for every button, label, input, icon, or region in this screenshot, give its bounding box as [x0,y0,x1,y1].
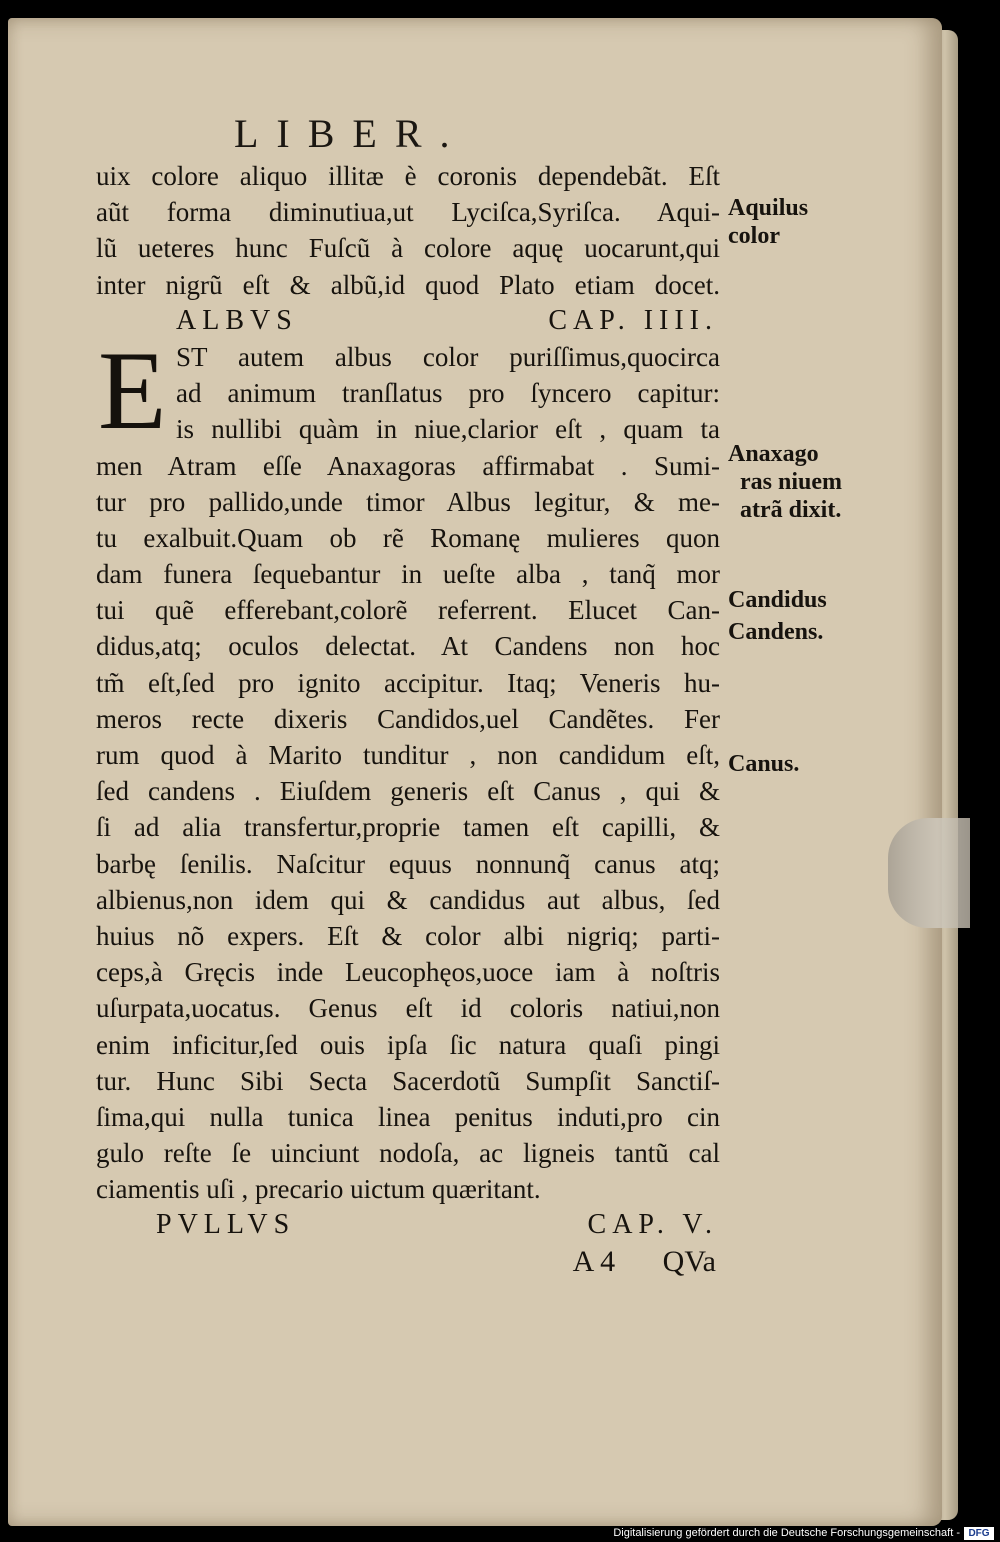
running-head: LIBER. [234,111,468,156]
chapter-heading-pullus [96,1207,720,1243]
margin-note-canus [728,750,799,778]
footer-bar [0,1526,1000,1542]
body-line: enim inficitur,ſed ouis ipſa ſic natura quaſi pingi [96,1029,720,1060]
margin-note-line: ras niuem [740,469,842,495]
drop-cap: E [98,328,167,453]
body-line: ST autem albus color puriſſimus,quocirca [176,341,720,372]
body-line: lũ ueteres hunc Fuſcũ à colore aquę uocarunt,qui [96,233,720,264]
body-line: ſed candens . Eiuſdem generis eſt Canus , qui & [96,776,720,807]
margin-note-line: Aquilus [728,195,809,221]
body-line: ſima,qui nulla tunica linea penitus induti,pro cin [96,1101,720,1132]
margin-note-anaxagoras [728,440,842,524]
chapter-body [96,328,720,1208]
margin-note-line: Candens. [728,619,824,645]
body-line: didus,atq; oculos delectat. At Candens non hoc [96,631,720,662]
body-line: inter nigrũ eſt & albũ,id quod Plato etiam docet. [96,269,720,300]
footer-credit: Digitalisierung gefördert durch die Deutsche Forschungsgemeinschaft - [613,1527,960,1539]
body-line: ciamentis uſi , precario uictum quæritant. [96,1174,541,1205]
body-line: tm̃ eſt,ſed pro ignito accipitur. Itaq; Veneris hu- [96,667,720,698]
body-line: huius nõ expers. Eſt & color albi nigriq; parti- [96,920,720,951]
chapter-label: CAP. IIII. [548,304,718,336]
body-line: tur pro pallido,unde timor Albus legitur, & me- [96,486,720,517]
signature-line [96,1244,720,1280]
body-line: ceps,à Gręcis inde Leucophęos,uoce iam à noſtris [96,957,720,988]
chapter-title: ALBVS [176,304,298,336]
margin-note-aquilus [728,194,808,250]
margin-note-line: color [728,223,780,249]
body-line: rum quod à Marito tunditur , non candidum eſt, [96,740,720,770]
body-line: albienus,non idem qui & candidus aut albus, ſed [96,884,720,915]
chapter-heading-albus [96,303,720,339]
signature-mark: A 4 [572,1244,616,1278]
body-line: is nullibi quàm in niue,clarior eſt , quam ta [176,414,720,445]
body-line: uſurpata,uocatus. Genus eſt id coloris natiui,non [96,993,720,1024]
body-line: men Atram eſſe Anaxagoras affirmabat . Sumi- [96,450,720,481]
margin-note-line: Canus. [728,751,800,777]
body-line: meros recte dixeris Candidos,uel Candẽtes. Fer [96,703,720,734]
margin-note-line: atrã dixit. [740,497,842,523]
body-line: gulo reſte ſe uinciunt nodoſa, ac ligneis tantũ cal [96,1138,720,1169]
chapter-label: CAP. V. [587,1209,718,1241]
body-line: barbę ſenilis. Naſcitur equus nonnunq̃ canus atq; [96,848,720,879]
body-line: tur. Hunc Sibi Secta Sacerdotũ Sumpſit Sanctiſ- [96,1065,720,1096]
body-line: ad animum tranſlatus pro ſyncero capitur: [176,378,720,409]
body-line: tu exalbuit.Quam ob rẽ Romanę mulieres quon [96,522,720,553]
body-line: dam funera ſequebantur in ueſte alba , tanq̃ mor [96,559,720,590]
clip-tab [888,818,970,928]
body-line: uix colore aliquo illitæ è coronis dependebãt. Eſt [96,161,720,191]
body-line: ſi ad alia transfertur,proprie tamen eſt capilli, & [96,812,720,843]
catchword: QVa [662,1244,716,1278]
margin-note-line: Candidus [728,587,827,613]
margin-note-line: Anaxago [728,441,819,467]
chapter-title: PVLLVS [156,1209,296,1241]
body-line: aũt forma diminutiua,ut Lyciſca,Syriſca. Aqui- [96,197,720,228]
body-line: tui quẽ efferebant,colorẽ referrent. Elucet Can- [96,595,720,626]
text-block [96,158,720,1280]
dfg-logo: DFG [964,1527,994,1540]
margin-note-candidus [728,586,827,646]
